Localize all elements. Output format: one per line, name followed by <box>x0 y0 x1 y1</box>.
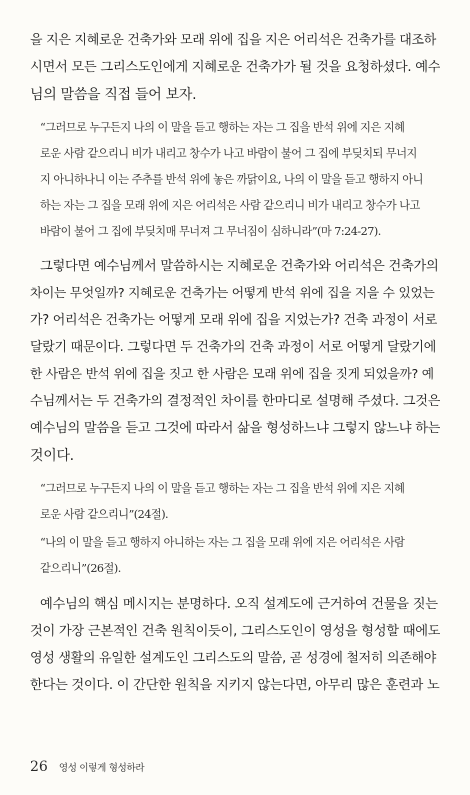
body-text-line: 수님께서는 두 건축가의 결정적인 차이를 한마디로 설명해 주셨다. 그것은 <box>30 394 440 409</box>
body-text-line: 영성 생활의 유일한 설계도인 그리스도의 말씀, 곧 성경에 철저히 의존해야 <box>30 651 437 666</box>
scripture-quote-line: 같으리니”(26절). <box>40 562 121 575</box>
body-text-line: 차이는 무엇일까? 지혜로운 건축가는 어떻게 반석 위에 집을 지을 수 있었는 <box>30 286 435 301</box>
scripture-quote-line: 로운 사람 같으리니 비가 내리고 창수가 나고 바람이 불어 그 집에 부딪치되 무너지 <box>40 147 417 160</box>
scripture-quote-line: “그러므로 누구든지 나의 이 말을 듣고 행하는 자는 그 집을 반석 위에 지은 지혜 <box>40 482 405 495</box>
body-text-line: 을 지은 지혜로운 건축가와 모래 위에 집을 지은 어리석은 건축가를 대조하 <box>30 33 437 48</box>
running-title: 영성 이렇게 형성하라 <box>58 763 145 774</box>
scripture-quote-line: 하는 자는 그 집을 모래 위에 지은 어리석은 사람 같으리니 비가 내리고 창수가 나고 <box>40 199 420 212</box>
page-number: 26 <box>30 759 48 775</box>
scripture-quote-line: “나의 이 말을 듣고 행하지 아니하는 자는 그 집을 모래 위에 지은 어리석은 사람 <box>40 536 405 549</box>
body-text-line: 그렇다면 예수님께서 말씀하시는 지혜로운 건축가와 어리석은 건축가의 <box>40 259 439 274</box>
scripture-quote-line: “그러므로 누구든지 나의 이 말을 듣고 행하는 자는 그 집을 반석 위에 지은 지혜 <box>40 121 405 134</box>
body-text-line: 가? 어리석은 건축가는 어떻게 모래 위에 집을 지었는가? 건축 과정이 서로 <box>30 313 438 328</box>
scripture-quote-line: 바람이 불어 그 집에 부딪치매 무너져 그 무너짐이 심하니라”(마 7:24-27). <box>40 225 381 238</box>
body-text-line: 예수님의 말씀을 듣고 그것에 따라서 삶을 형성하느냐 그렇지 않느냐 하는 <box>30 421 440 436</box>
body-text-line: 예수님의 핵심 메시지는 분명하다. 오직 설계도에 근거하여 건물을 짓는 <box>40 597 438 612</box>
scripture-quote-line: 지 아니하나니 이는 주추를 반석 위에 놓은 까닭이요, 나의 이 말을 듣고 행하지 아니 <box>40 173 423 186</box>
body-text-line: 한 사람은 반석 위에 집을 짓고 한 사람은 모래 위에 집을 짓게 되었을까? 예 <box>30 367 434 382</box>
page-footer <box>30 756 144 775</box>
body-text-line: 달랐기 때문이다. 그렇다면 두 건축가의 건축 과정이 서로 어떻게 달랐기에 <box>30 340 437 355</box>
body-text-line: 한다는 것이다. 이 간단한 원칙을 지키지 않는다면, 아무리 많은 훈련과 노 <box>30 678 440 693</box>
scripture-quote-line: 로운 사람 같으리니”(24절). <box>40 508 169 521</box>
body-text-line: 것이다. <box>30 448 74 464</box>
body-text-line: 시면서 모든 그리스도인에게 지혜로운 건축가가 될 것을 요청하셨다. 예수 <box>30 60 440 75</box>
body-text-line: 것이 가장 근본적인 건축 원칙이듯이, 그리스도인이 영성을 형성할 때에도 <box>30 624 440 639</box>
body-text-line: 님의 말씀을 직접 들어 보자. <box>30 87 197 103</box>
